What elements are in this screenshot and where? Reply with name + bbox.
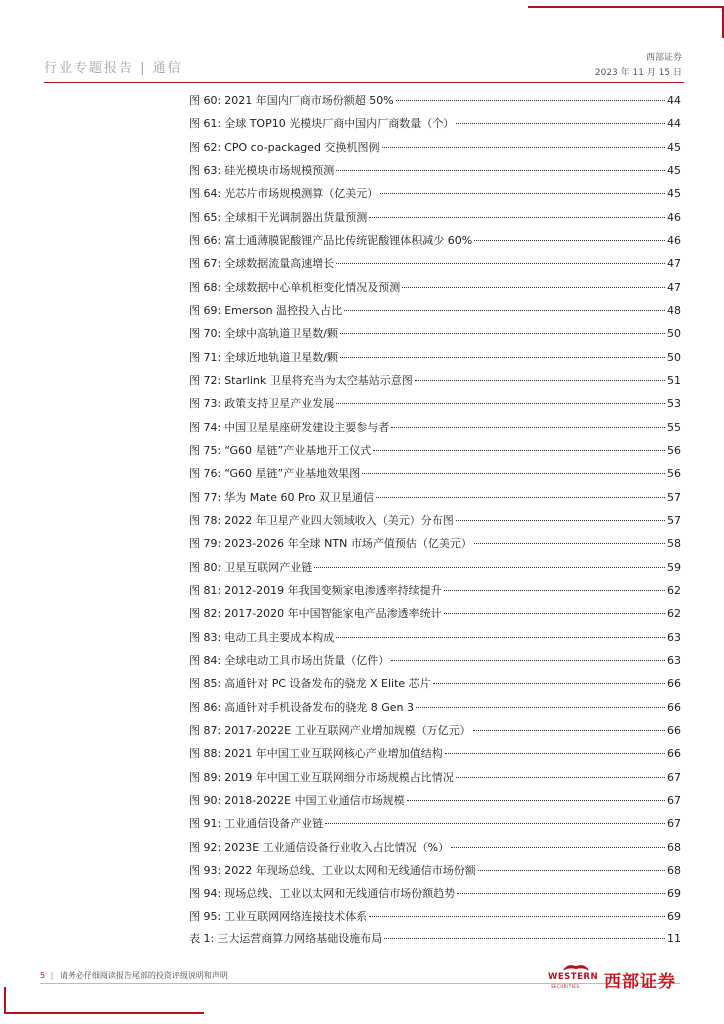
toc-leader-dots	[478, 870, 665, 871]
toc-leader-dots	[456, 123, 665, 124]
toc-entry-title: 2017-2022E 工业互联网产业增加规模（万亿元）	[224, 723, 471, 737]
toc-leader-dots	[325, 823, 665, 824]
toc-entry[interactable]	[189, 626, 681, 649]
toc-entry-label: 图 70:	[189, 327, 222, 341]
toc-entry-title: 工业通信设备产业链	[224, 817, 324, 831]
toc-entry[interactable]	[189, 206, 681, 229]
toc-entry[interactable]	[189, 905, 681, 928]
toc-entry-page: 62	[667, 607, 681, 621]
toc-entry-label: 图 81:	[189, 583, 222, 597]
toc-leader-dots	[362, 473, 665, 474]
toc-entry-label: 图 75:	[189, 443, 222, 457]
toc-entry[interactable]	[189, 416, 681, 439]
toc-entry[interactable]	[189, 927, 681, 950]
toc-leader-dots	[402, 287, 665, 288]
toc-leader-dots	[336, 170, 665, 171]
toc-leader-dots	[456, 777, 665, 778]
toc-entry-label: 图 82:	[189, 607, 222, 621]
toc-entry-label: 图 89:	[189, 770, 222, 784]
toc-leader-dots	[391, 660, 665, 661]
toc-entry[interactable]	[189, 322, 681, 345]
toc-leader-dots	[474, 240, 665, 241]
toc-entry-title: 2023E 工业通信设备行业收入占比情况（%）	[224, 840, 450, 854]
company-logo	[548, 965, 682, 991]
toc-entry-label: 图 74:	[189, 420, 222, 434]
toc-leader-dots	[473, 730, 665, 731]
toc-entry-label: 图 73:	[189, 397, 222, 411]
toc-leader-dots	[340, 357, 665, 358]
toc-entry-label: 图 86:	[189, 700, 222, 714]
toc-entry-page: 45	[667, 163, 681, 177]
toc-entry[interactable]	[189, 89, 681, 112]
toc-leader-dots	[344, 310, 665, 311]
toc-entry-label: 图 67:	[189, 257, 222, 271]
toc-entry[interactable]	[189, 369, 681, 392]
footer-disclaimer-line	[40, 970, 228, 981]
toc-entry[interactable]	[189, 882, 681, 905]
toc-entry-page: 46	[667, 233, 681, 247]
toc-entry-title: 全球 TOP10 光模块厂商中国内厂商数量（个）	[224, 117, 455, 131]
toc-entry-page: 62	[667, 583, 681, 597]
toc-entry-page: 66	[667, 747, 681, 761]
toc-leader-dots	[433, 683, 665, 684]
toc-entry[interactable]	[189, 789, 681, 812]
toc-leader-dots	[340, 333, 665, 334]
toc-entry[interactable]	[189, 346, 681, 369]
toc-entry-title: 2012-2019 年我国变频家电渗透率持续提升	[224, 583, 442, 597]
toc-entry-page: 67	[667, 817, 681, 831]
toc-leader-dots	[451, 847, 665, 848]
toc-entry-title: 2019 年中国工业互联网细分市场规模占比情况	[224, 770, 454, 784]
toc-leader-dots	[314, 567, 665, 568]
toc-entry-label: 图 87:	[189, 723, 222, 737]
toc-entry-label: 图 71:	[189, 350, 222, 364]
toc-entry-title: 富士通薄膜铌酸锂产品比传统铌酸锂体积减少 60%	[224, 233, 473, 247]
toc-entry-page: 11	[667, 932, 681, 945]
toc-entry-page: 50	[667, 350, 681, 364]
toc-entry-title: 全球中高轨道卫星数/颗	[224, 327, 338, 341]
toc-entry-title: 全球数据流量高速增长	[224, 257, 335, 271]
toc-entry[interactable]	[189, 182, 681, 205]
toc-entry-title: 2021 年中国工业互联网核心产业增加值结构	[224, 747, 443, 761]
toc-entry-label: 图 90:	[189, 793, 222, 807]
page-number: 5	[40, 971, 46, 980]
toc-leader-dots	[336, 403, 665, 404]
toc-entry[interactable]	[189, 112, 681, 135]
toc-entry-label: 图 92:	[189, 840, 222, 854]
toc-entry-label: 图 79:	[189, 537, 222, 551]
toc-entry-label: 图 88:	[189, 747, 222, 761]
toc-entry-label: 图 93:	[189, 863, 222, 877]
toc-entry-label: 图 65:	[189, 210, 222, 224]
toc-entry[interactable]	[189, 602, 681, 625]
toc-entry-title: 三大运营商算力网络基础设施布局	[217, 932, 383, 945]
toc-entry-label: 图 85:	[189, 677, 222, 691]
toc-leader-dots	[380, 193, 665, 194]
toc-entry-label: 图 78:	[189, 513, 222, 527]
toc-entry-page: 58	[667, 537, 681, 551]
toc-entry-title: 电动工具主要成本构成	[224, 630, 335, 644]
toc-entry-page: 67	[667, 793, 681, 807]
toc-entry[interactable]	[189, 486, 681, 509]
toc-entry[interactable]	[189, 229, 681, 252]
toc-entry-title: 2021 年国内厂商市场份额超 50%	[224, 94, 394, 107]
toc-leader-dots	[407, 800, 665, 801]
toc-leader-dots	[416, 707, 665, 708]
footer-disclaimer: 请务必仔细阅读报告尾部的投资评级说明和声明	[59, 971, 228, 980]
toc-entry-page: 68	[667, 840, 681, 854]
toc-entry-title: 2022 年卫星产业四大领域收入（美元）分布图	[224, 513, 454, 527]
toc-entry-label: 表 1:	[189, 932, 215, 945]
footer-separator: |	[50, 971, 54, 980]
corner-decoration-bottom-left	[4, 1012, 204, 1014]
toc-entry-label: 图 66:	[189, 233, 222, 247]
toc-entry-page: 56	[667, 467, 681, 481]
toc-entry-page: 63	[667, 653, 681, 667]
toc-entry-title: “G60 星链”产业基地开工仪式	[224, 443, 372, 457]
toc-entry-label: 图 63:	[189, 163, 222, 177]
toc-entry-page: 50	[667, 327, 681, 341]
toc-entry[interactable]	[189, 276, 681, 299]
toc-entry-page: 44	[667, 94, 681, 107]
toc-entry[interactable]	[189, 719, 681, 742]
toc-entry-title: “G60 星链”产业基地效果图	[224, 467, 361, 481]
toc-entry-page: 59	[667, 560, 681, 574]
toc-entry-title: 卫星互联网产业链	[224, 560, 313, 574]
toc-entry-title: 现场总线、工业以太网和无线通信市场份额趋势	[224, 887, 456, 901]
toc-entry-page: 51	[667, 373, 681, 387]
toc-leader-dots	[376, 497, 665, 498]
toc-entry-page: 48	[667, 303, 681, 317]
toc-leader-dots	[444, 590, 665, 591]
toc-entry[interactable]	[189, 836, 681, 859]
toc-entry-page: 47	[667, 280, 681, 294]
toc-entry-title: 政策支持卫星产业发展	[224, 397, 335, 411]
toc-entry-label: 图 76:	[189, 467, 222, 481]
toc-leader-dots	[369, 916, 665, 917]
toc-entry-page: 66	[667, 700, 681, 714]
toc-entry-label: 图 62:	[189, 140, 222, 154]
header-divider	[44, 82, 684, 83]
toc-leader-dots	[369, 217, 665, 218]
toc-entry-title: 硅光模块市场规模预测	[224, 163, 335, 177]
toc-entry-page: 45	[667, 140, 681, 154]
toc-entry-page: 53	[667, 397, 681, 411]
corner-decoration-bottom-left-vertical	[4, 987, 6, 1013]
logo-text-en: WESTERN	[548, 972, 599, 982]
toc-entry-title: 2023-2026 年全球 NTN 市场产值预估（亿美元）	[224, 537, 472, 551]
toc-entry-title: 工业互联网网络连接技术体系	[224, 910, 368, 924]
toc-entry-label: 图 83:	[189, 630, 222, 644]
toc-leader-dots	[382, 147, 665, 148]
toc-leader-dots	[396, 100, 665, 101]
toc-leader-dots	[336, 263, 665, 264]
report-type: 行业专题报告 | 通信	[44, 61, 183, 76]
toc-entry-page: 57	[667, 490, 681, 504]
toc-entry-page: 57	[667, 513, 681, 527]
toc-entry-page: 44	[667, 117, 681, 131]
toc-entry-page: 68	[667, 863, 681, 877]
toc-entry-label: 图 84:	[189, 653, 222, 667]
toc-entry[interactable]	[189, 579, 681, 602]
toc-entry-label: 图 60:	[189, 94, 222, 107]
toc-entry-page: 66	[667, 677, 681, 691]
toc-entry-label: 图 68:	[189, 280, 222, 294]
figure-list	[189, 89, 681, 929]
toc-entry-title: 中国卫星星座研发建设主要参与者	[224, 420, 390, 434]
toc-entry-title: 2022 年现场总线、工业以太网和无线通信市场份额	[224, 863, 476, 877]
toc-entry[interactable]	[189, 812, 681, 835]
toc-entry-title: Emerson 温控投入占比	[224, 303, 343, 317]
logo-text-cn: 西部证券	[604, 972, 676, 992]
toc-leader-dots	[415, 380, 665, 381]
toc-entry-label: 图 95:	[189, 910, 222, 924]
toc-entry[interactable]	[189, 392, 681, 415]
toc-entry-label: 图 77:	[189, 490, 222, 504]
toc-entry-title: 全球近地轨道卫星数/颗	[224, 350, 338, 364]
toc-entry-label: 图 69:	[189, 303, 222, 317]
toc-entry[interactable]	[189, 556, 681, 579]
toc-entry[interactable]	[189, 742, 681, 765]
toc-entry-title: 光芯片市场规模测算（亿美元）	[224, 187, 379, 201]
toc-entry[interactable]	[189, 509, 681, 532]
toc-entry-page: 46	[667, 210, 681, 224]
toc-entry[interactable]	[189, 136, 681, 159]
toc-entry-page: 56	[667, 443, 681, 457]
toc-entry[interactable]	[189, 532, 681, 555]
toc-entry[interactable]	[189, 252, 681, 275]
toc-leader-dots	[474, 543, 665, 544]
toc-leader-dots	[444, 613, 665, 614]
bull-horns-icon	[562, 962, 590, 972]
toc-entry-page: 55	[667, 420, 681, 434]
toc-entry-title: 高通针对手机设备发布的骁龙 8 Gen 3	[224, 700, 414, 714]
toc-entry-page: 67	[667, 770, 681, 784]
logo-text-en-sub: SECURITIES	[551, 984, 580, 989]
toc-entry-title: CPO co-packaged 交换机图例	[224, 140, 380, 154]
toc-entry-title: 2018-2022E 中国工业通信市场规模	[224, 793, 405, 807]
toc-entry-label: 图 91:	[189, 817, 222, 831]
toc-entry-title: 全球数据中心单机柜变化情况及预测	[224, 280, 401, 294]
toc-leader-dots	[391, 427, 665, 428]
toc-leader-dots	[457, 893, 665, 894]
toc-leader-dots	[456, 520, 665, 521]
toc-entry-page: 45	[667, 187, 681, 201]
header-company: 西部证券	[645, 53, 682, 63]
toc-leader-dots	[336, 637, 665, 638]
toc-entry[interactable]	[189, 672, 681, 695]
toc-entry-label: 图 94:	[189, 887, 222, 901]
toc-leader-dots	[384, 938, 665, 939]
toc-entry-page: 63	[667, 630, 681, 644]
table-list	[189, 927, 681, 950]
toc-entry-title: 2017-2020 年中国智能家电产品渗透率统计	[224, 607, 442, 621]
header-meta	[595, 50, 682, 78]
toc-entry[interactable]	[189, 696, 681, 719]
toc-entry-title: Starlink 卫星将充当为太空基站示意图	[224, 373, 413, 387]
toc-entry[interactable]	[189, 859, 681, 882]
toc-entry[interactable]	[189, 649, 681, 672]
toc-entry[interactable]	[189, 159, 681, 182]
toc-entry-title: 全球相干光调制器出货量预测	[224, 210, 368, 224]
toc-entry-label: 图 80:	[189, 560, 222, 574]
report-date: 2023 年 11 月 15 日	[594, 68, 682, 78]
toc-entry-title: 全球电动工具市场出货量（亿件）	[224, 653, 390, 667]
toc-entry[interactable]	[189, 439, 681, 462]
toc-entry-page: 66	[667, 723, 681, 737]
toc-entry-page: 69	[667, 910, 681, 924]
toc-entry-page: 69	[667, 887, 681, 901]
toc-entry-page: 47	[667, 257, 681, 271]
toc-entry-title: 华为 Mate 60 Pro 双卫星通信	[224, 490, 374, 504]
toc-entry[interactable]	[189, 299, 681, 322]
toc-entry[interactable]	[189, 766, 681, 789]
toc-entry-title: 高通针对 PC 设备发布的骁龙 X Elite 芯片	[224, 677, 431, 691]
toc-leader-dots	[445, 753, 665, 754]
toc-entry-label: 图 64:	[189, 187, 222, 201]
corner-decoration-top-right	[528, 6, 724, 8]
toc-leader-dots	[373, 450, 665, 451]
toc-entry-label: 图 61:	[189, 117, 222, 131]
toc-entry-label: 图 72:	[189, 373, 222, 387]
toc-entry[interactable]	[189, 462, 681, 485]
